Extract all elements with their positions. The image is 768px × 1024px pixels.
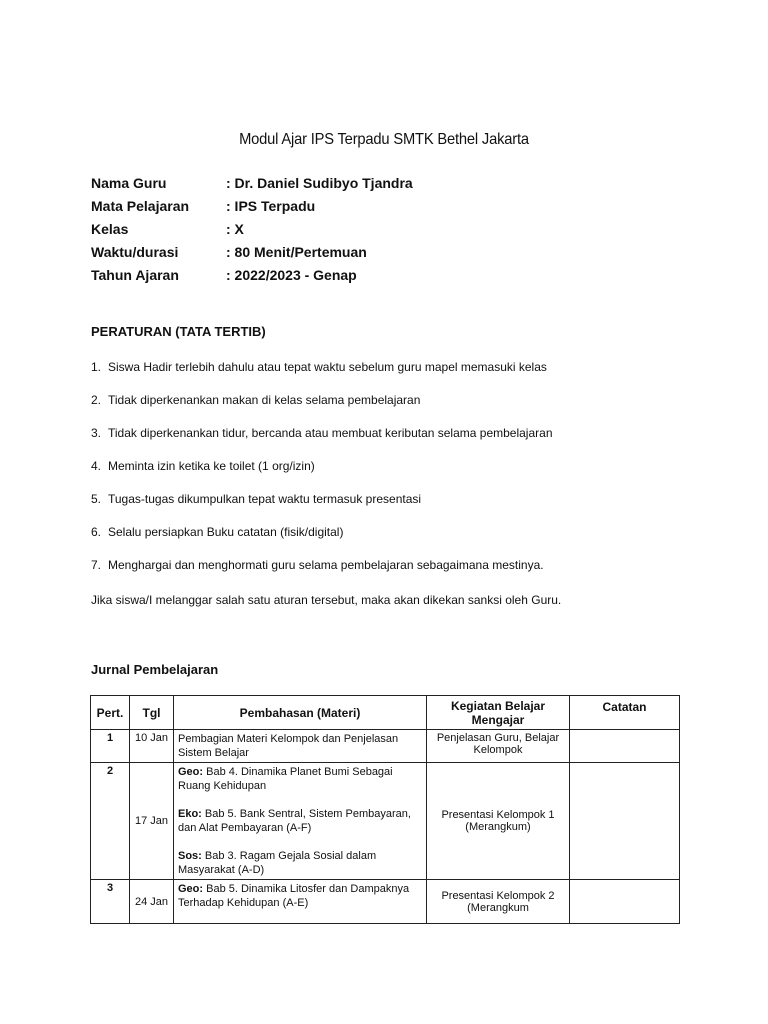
info-row-year [91, 267, 413, 290]
info-label: Nama Guru [91, 175, 167, 191]
subject-text: Bab 5. Dinamika Litosfer dan Dampaknya Terhadap Kehidupan (A-E) [178, 883, 410, 909]
journal-heading: Jurnal Pembelajaran [91, 662, 219, 677]
rule-number: 2. [91, 393, 102, 407]
subject-key: Geo: [178, 883, 204, 895]
cell-materi [174, 730, 427, 763]
materi-text: Pembagian Materi Kelompok dan Penjelasan Sistem Belajar [178, 733, 399, 759]
info-row-class [91, 221, 413, 244]
subject-text: Bab 4. Dinamika Planet Bumi Sebagai Ruang Kehidupan [178, 766, 393, 792]
header-kegiatan: Kegiatan Belajar Mengajar [427, 696, 570, 730]
cell-materi [174, 880, 427, 924]
info-value: : 80 Menit/Pertemuan [226, 244, 367, 260]
materi-geo [178, 765, 422, 793]
list-item [91, 459, 553, 492]
subject-key: Sos: [178, 850, 202, 862]
rule-number: 3. [91, 426, 102, 440]
info-label: Tahun Ajaran [91, 267, 179, 283]
rule-number: 6. [91, 525, 102, 539]
info-block [91, 175, 413, 290]
rules-heading: PERATURAN (TATA TERTIB) [91, 324, 266, 339]
header-pert: Pert. [91, 696, 130, 730]
header-catatan: Catatan [570, 696, 680, 730]
rule-number: 7. [91, 558, 102, 572]
info-row-duration [91, 244, 413, 267]
rule-text: Tugas-tugas dikumpulkan tepat waktu termasuk presentasi [108, 492, 422, 506]
cell-pert: 2 [91, 763, 130, 880]
list-item [91, 492, 553, 525]
list-item [91, 393, 553, 426]
rule-text: Selalu persiapkan Buku catatan (fisik/digital) [108, 525, 344, 539]
subject-key: Geo: [178, 766, 204, 778]
table-row [91, 730, 680, 763]
table-row [91, 763, 680, 880]
info-value: : 2022/2023 - Genap [226, 267, 357, 283]
info-label: Mata Pelajaran [91, 198, 190, 214]
cell-catatan [570, 880, 680, 924]
document-title: Modul Ajar IPS Terpadu SMTK Bethel Jakarta [239, 131, 529, 148]
info-value: : Dr. Daniel Sudibyo Tjandra [226, 175, 413, 191]
info-value: : IPS Terpadu [226, 198, 316, 214]
table-header-row [91, 696, 680, 730]
cell-materi [174, 763, 427, 880]
cell-pert: 3 [91, 880, 130, 924]
subject-text: Bab 3. Ragam Gejala Sosial dalam Masyarakat (A-D) [178, 850, 377, 876]
rule-number: 5. [91, 492, 102, 506]
table-row [91, 880, 680, 924]
info-value: : X [226, 221, 244, 237]
materi-eko [178, 807, 422, 835]
materi-sos [178, 849, 422, 877]
sanction-note: Jika siswa/I melanggar salah satu aturan tersebut, maka akan dikekan sanksi oleh Guru. [91, 593, 562, 607]
list-item [91, 360, 553, 393]
rule-text: Tidak diperkenankan tidur, bercanda atau membuat keributan selama pembelajaran [108, 426, 553, 440]
spacer [178, 835, 422, 849]
cell-catatan [570, 763, 680, 880]
list-item [91, 558, 553, 591]
cell-tgl: 24 Jan [130, 880, 174, 924]
rule-number: 1. [91, 360, 102, 374]
info-label: Kelas [91, 221, 129, 237]
info-row-teacher [91, 175, 413, 198]
subject-key: Eko: [178, 808, 202, 820]
header-materi: Pembahasan (Materi) [174, 696, 427, 730]
cell-catatan [570, 730, 680, 763]
header-tgl: Tgl [130, 696, 174, 730]
rule-number: 4. [91, 459, 102, 473]
journal-table [90, 695, 680, 924]
cell-kegiatan: Presentasi Kelompok 1 (Merangkum) [427, 763, 570, 880]
cell-tgl: 10 Jan [130, 730, 174, 763]
rule-text: Menghargai dan menghormati guru selama pembelajaran sebagaimana mestinya. [108, 558, 544, 572]
spacer [178, 793, 422, 807]
subject-text: Bab 5. Bank Sentral, Sistem Pembayaran, dan Alat Pembayaran (A-F) [178, 808, 411, 834]
list-item [91, 525, 553, 558]
materi-geo [178, 882, 422, 910]
rules-list [91, 360, 553, 591]
rule-text: Tidak diperkenankan makan di kelas selama pembelajaran [108, 393, 421, 407]
info-label: Waktu/durasi [91, 244, 179, 260]
info-row-subject [91, 198, 413, 221]
list-item [91, 426, 553, 459]
rule-text: Meminta izin ketika ke toilet (1 org/izin) [108, 459, 315, 473]
cell-kegiatan: Penjelasan Guru, Belajar Kelompok [427, 730, 570, 763]
cell-kegiatan: Presentasi Kelompok 2 (Merangkum [427, 880, 570, 924]
rule-text: Siswa Hadir terlebih dahulu atau tepat waktu sebelum guru mapel memasuki kelas [108, 360, 547, 374]
cell-pert: 1 [91, 730, 130, 763]
cell-tgl: 17 Jan [130, 763, 174, 880]
